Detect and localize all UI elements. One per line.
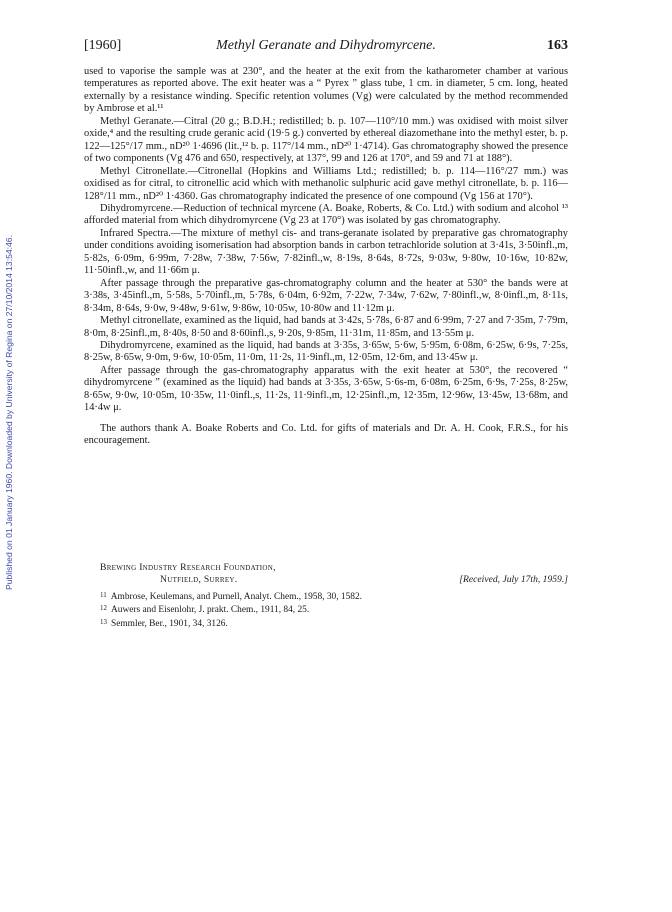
download-watermark-text: Published on 01 January 1960. Downloaded by University of Regina on 27/10/2014 13:54:46. [4,235,14,590]
references [100,590,568,630]
paragraph: Methyl citronellate, examined as the liquid, had bands at 3·42s, 5·78s, 6·87 and 6·99m, 7·27 and 7·35m, 7·79m, 8·0m, 8·25infl.,m, 8·40s, 8·50 and 8·60infl.,s, 9·20s, 9·85m, 11·31m, 11·85m, and 13·55m μ. [84,315,568,339]
paragraph-dihydromyrcene: Dihydromyrcene.—Reduction of technical myrcene (A. Boake, Roberts, & Co. Ltd.) with sodium and alcohol ¹³ afforded material from which dihydromyrcene (Vg 23 at 170°) was isolated by gas chromatography. [84,202,568,227]
paragraph: used to vaporise the sample was at 230°, and the heater at the exit from the katharometer chamber at various temperatures as reported above. The exit heater was a “ Pyrex ” glass tube, 1 cm. in diameter, 5 cm. long, heated externally by a resistance winding. Specific retention volumes (Vg) were calculated by the method recommended by Ambrose et al.¹¹ [84,66,568,115]
received-date: [Received, July 17th, 1959.] [459,574,568,585]
paragraph-infrared-spectra: Infrared Spectra.—The mixture of methyl cis- and trans-geranate isolated by preparative gas chromatography under conditions avoiding isomerisation had absorption bands in carbon tetrachloride solution at 3·41s, 3·50infl.,m, 5·82s, 6·09m, 6·99m, 7·28w, 7·38w, 7·56w, 7·82infl.,w, 8·19s, 8·64s, 8·72s, 9·03w, 9·80w, 10·16w, 10·82w, 11·50infl.,w, and 11·66m μ. [84,227,568,277]
paragraph: After passage through the gas-chromatography apparatus with the exit heater at 530°, the recovered “ dihydromyrcene ” (examined as the liquid) had bands at 3·35s, 3·65w, 5·6s-m, 6·08m, 6·25m, 6·9s, 7·25s, 8·25w, 8·65w, 9·0w, 10·05m, 10·35w, 11·0infl.,s, 11·2s, 11·9infl.,m, 12·25infl.,m, 12·35m, 12·96w, 13·45w, 13·68m, and 14·4w μ. [84,364,568,414]
affiliation [100,562,568,586]
reference-text: Ambrose, Keulemans, and Purnell, Analyt. Chem., 1958, 30, 1582. [110,592,363,602]
reference-item [100,617,568,630]
reference-text: Auwers and Eisenlohr, J. prakt. Chem., 1911, 84, 25. [111,605,310,616]
body-text [84,66,568,448]
reference-number: 11 [100,591,107,599]
reference-number: 13 [100,617,107,626]
reference-item [100,603,568,616]
reference-text: Semmler, Ber., 1901, 34, 3126. [111,618,228,629]
paragraph: After passage through the preparative gas-chromatography column and the heater at 530° the bands were at 3·38s, 3·45infl.,m, 5·58s, 5·70infl.,m, 5·78s, 6·04m, 6·92m, 7·22w, 7·34w, 7·62w, 7·80infl.,w, 8·0infl.,m, 8·11s, 8·34m, 8·64s, 9·0w, 9·48w, 9·61w, 9·86w, 10·05w, 10·80w and 11·12m μ. [84,277,568,314]
paragraph: Dihydromyrcene, examined as the liquid, had bands at 3·35s, 3·65w, 5·6w, 5·95m, 6·08m, 6·25w, 6·9s, 7·25s, 8·25w, 8·65w, 9·0m, 9·6w, 10·05m, 11·0m, 11·2s, 11·9infl.,m, 12·05m, 12·6m, and 13·45w μ. [84,339,568,364]
affiliation-location: Nutfield, Surrey. [160,574,238,585]
header-running-title: Methyl Geranate and Dihydromyrcene. [216,38,436,53]
header-page-number: 163 [547,38,568,53]
affiliation-institution: Brewing Industry Research Foundation, [100,562,276,573]
reference-item [100,590,568,603]
download-watermark [4,150,18,590]
header-year: [1960] [84,38,122,53]
paragraph-methyl-geranate: Methyl Geranate.—Citral (20 g.; B.D.H.; redistilled; b. p. 107—110°/10 mm.) was oxidised with moist silver oxide,⁴ and the resulting crude geranic acid (19·5 g.) converted by ethereal diazomethane into the methyl ester, b. p. 122—125°/17 mm., nD²⁰ 1·4696 (lit.,¹² b. p. 117°/14 mm., nD²⁰ 1·4714). Gas chromatography showed the presence of two components (Vg 476 and 650, respectively, at 137°, 99 and 126 at 170°, and 59 and 71 at 188°). [84,115,568,165]
running-header [84,38,568,56]
reference-number: 12 [100,604,107,613]
acknowledgement: The authors thank A. Boake Roberts and Co. Ltd. for gifts of materials and Dr. A. H. Cook, F.R.S., for his encouragement. [84,422,568,447]
paragraph-methyl-citronellate: Methyl Citronellate.—Citronellal (Hopkins and Williams Ltd.; redistilled; b. p. 114—116°/27 mm.) was oxidised as for citral, to citronellic acid which with methanolic sulphuric acid gave methyl citronellate, b. p. 116—128°/11 mm., nD²⁰ 1·4360. Gas chromatography indicated the presence of one compound (Vg 156 at 170°). [84,165,568,202]
